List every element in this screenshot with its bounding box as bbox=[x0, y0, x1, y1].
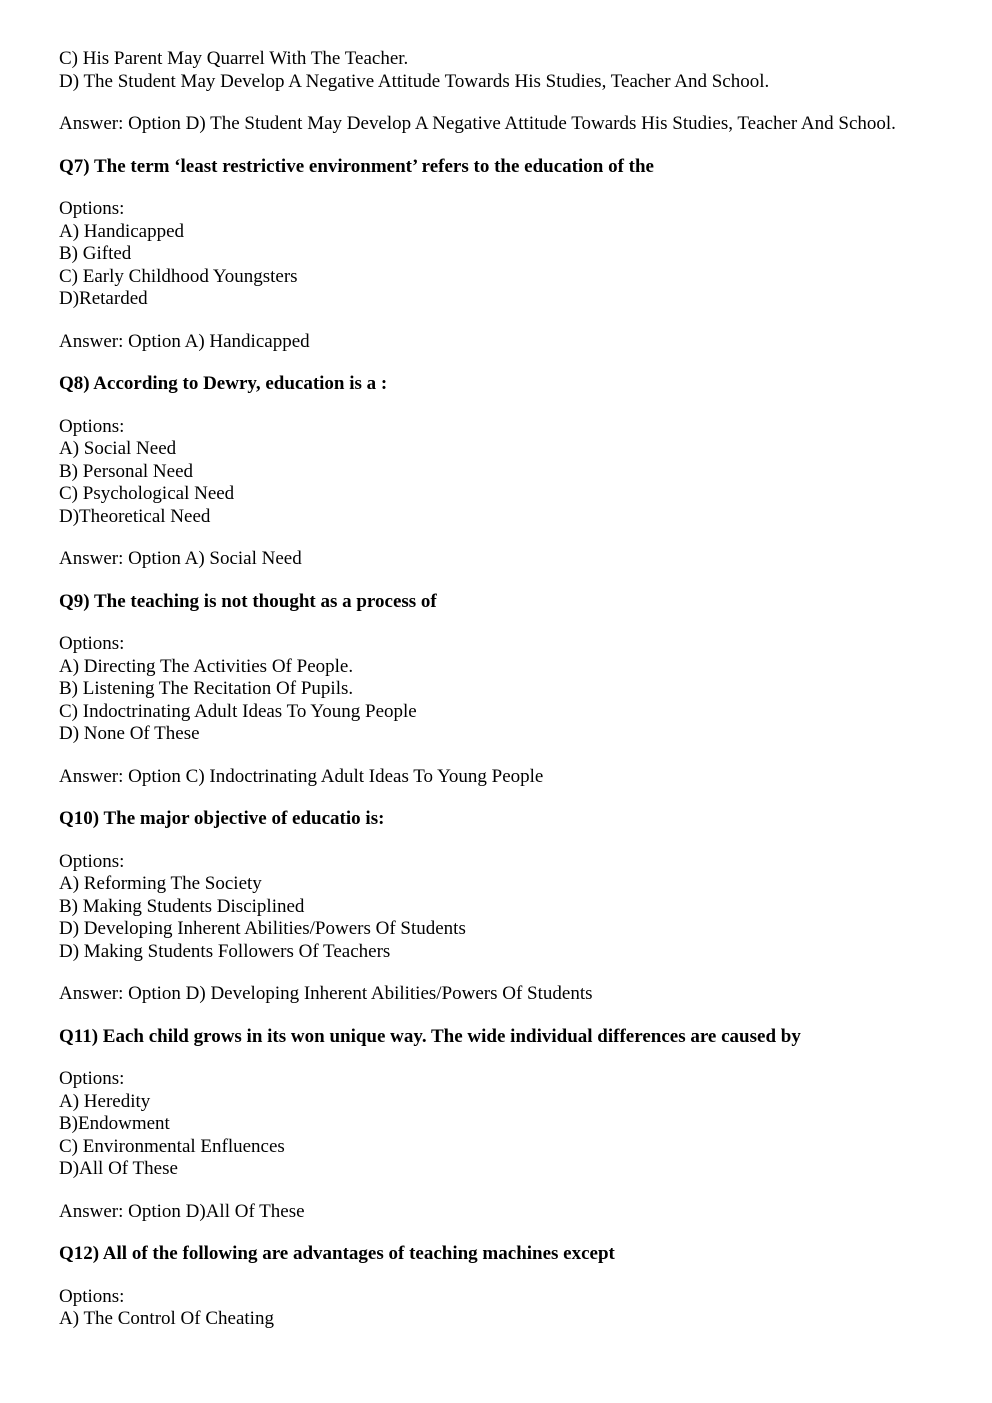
question-block-q8 bbox=[59, 373, 939, 571]
answer-line: Answer: Option A) Social Need bbox=[59, 548, 302, 569]
option-line: B)Endowment bbox=[59, 1113, 170, 1134]
question-block-q12 bbox=[59, 1243, 939, 1331]
option-line: B) Listening The Recitation Of Pupils. bbox=[59, 678, 354, 699]
options-label: Options: bbox=[59, 1068, 125, 1089]
options-label: Options: bbox=[59, 1285, 125, 1307]
options-label: Options: bbox=[59, 415, 125, 437]
option-line: D) The Student May Develop A Negative Attitude Towards His Studies, Teacher And School. bbox=[59, 70, 770, 92]
option-line: C) His Parent May Quarrel With The Teacher. bbox=[59, 48, 409, 69]
option-line: D) None Of These bbox=[59, 723, 200, 744]
option-line: B) Making Students Disciplined bbox=[59, 895, 305, 917]
options-label: Options: bbox=[59, 633, 125, 654]
document-page bbox=[59, 48, 939, 1331]
options-label: Options: bbox=[59, 198, 125, 219]
question-block-q10 bbox=[59, 808, 939, 1006]
option-line: D)Theoretical Need bbox=[59, 505, 211, 527]
answer-line: Answer: Option D) The Student May Develop A Negative Attitude Towards His Studies, Teacher And School. bbox=[59, 113, 896, 134]
question-block-q7 bbox=[59, 156, 939, 354]
option-line: A) Social Need bbox=[59, 438, 177, 459]
option-line: B) Personal Need bbox=[59, 460, 194, 482]
option-line: D)Retarded bbox=[59, 288, 148, 309]
option-line: A) Heredity bbox=[59, 1090, 151, 1112]
option-line: A) Reforming The Society bbox=[59, 873, 262, 894]
continuation-block bbox=[59, 48, 939, 136]
answer-line: Answer: Option A) Handicapped bbox=[59, 330, 310, 352]
answer-line: Answer: Option D)All Of These bbox=[59, 1200, 305, 1222]
option-line: B) Gifted bbox=[59, 243, 132, 264]
question-heading: Q10) The major objective of educatio is: bbox=[59, 808, 385, 829]
option-line: A) Handicapped bbox=[59, 220, 185, 242]
question-block-q11 bbox=[59, 1026, 939, 1224]
option-line: D) Making Students Followers Of Teachers bbox=[59, 940, 391, 962]
options-label: Options: bbox=[59, 850, 125, 872]
option-line: C) Psychological Need bbox=[59, 483, 235, 504]
question-heading: Q12) All of the following are advantages of teaching machines except bbox=[59, 1243, 615, 1264]
option-line: C) Environmental Enfluences bbox=[59, 1135, 285, 1157]
question-heading: Q9) The teaching is not thought as a process of bbox=[59, 590, 437, 612]
option-line: C) Early Childhood Youngsters bbox=[59, 265, 298, 287]
option-line: C) Indoctrinating Adult Ideas To Young People bbox=[59, 700, 417, 722]
question-heading: Q7) The term ‘least restrictive environment’ refers to the education of the bbox=[59, 155, 654, 177]
answer-line: Answer: Option D) Developing Inherent Abilities/Powers Of Students bbox=[59, 983, 593, 1004]
option-line: D) Developing Inherent Abilities/Powers Of Students bbox=[59, 918, 466, 939]
option-line: A) Directing The Activities Of People. bbox=[59, 655, 354, 677]
option-line: A) The Control Of Cheating bbox=[59, 1308, 274, 1329]
question-heading: Q8) According to Dewry, education is a : bbox=[59, 373, 388, 394]
question-block-q9 bbox=[59, 591, 939, 789]
answer-line: Answer: Option C) Indoctrinating Adult Ideas To Young People bbox=[59, 765, 544, 787]
option-line: D)All Of These bbox=[59, 1158, 178, 1179]
question-heading: Q11) Each child grows in its won unique way. The wide individual differences are caused by bbox=[59, 1025, 801, 1047]
